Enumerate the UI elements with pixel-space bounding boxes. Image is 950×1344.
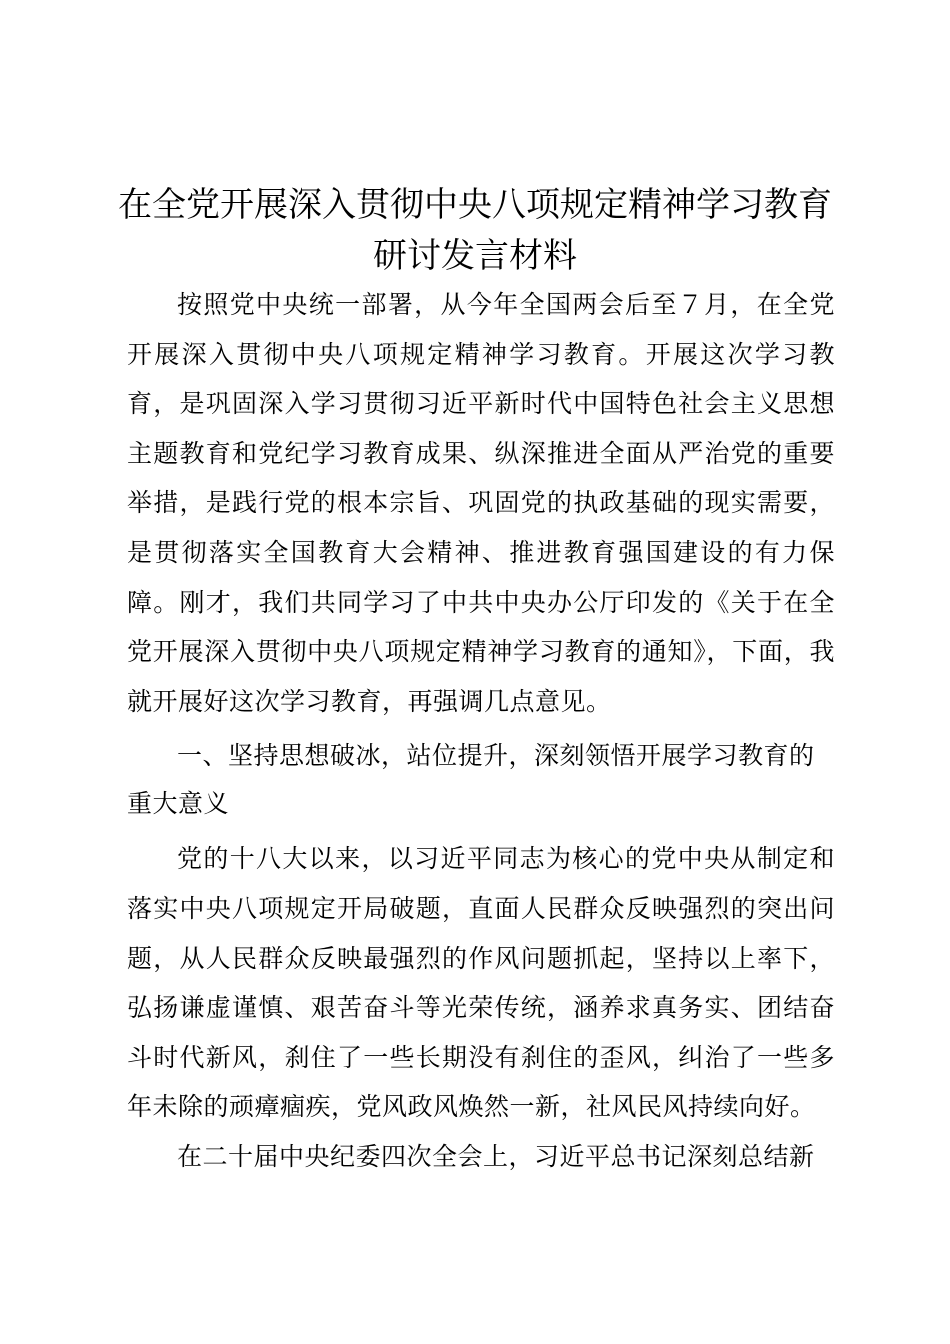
paragraph-continuation: 在二十届中央纪委四次全会上，习近平总书记深刻总结新 (177, 1141, 815, 1171)
document-title: 在全党开展深入贯彻中央八项规定精神学习教育研讨发言材料 (118, 185, 832, 276)
document-body (127, 280, 835, 1182)
section-heading-1: 一、坚持思想破冰，站位提升，深刻领悟开展学习教育的重大意义 (127, 741, 815, 819)
paragraph-intro: 按照党中央统一部署，从今年全国两会后至７月，在全党开展深入贯彻中央八项规定精神学习教育。开展这次学习教育，是巩固深入学习贯彻习近平新时代中国特色社会主义思想主题教育和党纪学习教育成果、纵深推进全面从严治党的重要举措，是践行党的根本宗旨、巩固党的执政基础的现实需要，是贯彻落实全国教育大会精神、推进教育强国建设的有力保障。刚才，我们共同学习了中共中央办公厅印发的《关于在全党开展深入贯彻中央八项规定精神学习教育的通知》，下面，我就开展好这次学习教育，再强调几点意见。 (127, 290, 835, 716)
paragraph-section-1: 党的十八大以来，以习近平同志为核心的党中央从制定和落实中央八项规定开局破题，直面人民群众反映强烈的突出问题，从人民群众反映最强烈的作风问题抓起，坚持以上率下，弘扬谦虚谨慎、艰苦奋斗等光荣传统，涵养求真务实、团结奋斗时代新风，刹住了一些长期没有刹住的歪风，纠治了一些多年未除的顽瘴痼疾，党风政风焕然一新，社风民风持续向好。 (127, 844, 835, 1122)
